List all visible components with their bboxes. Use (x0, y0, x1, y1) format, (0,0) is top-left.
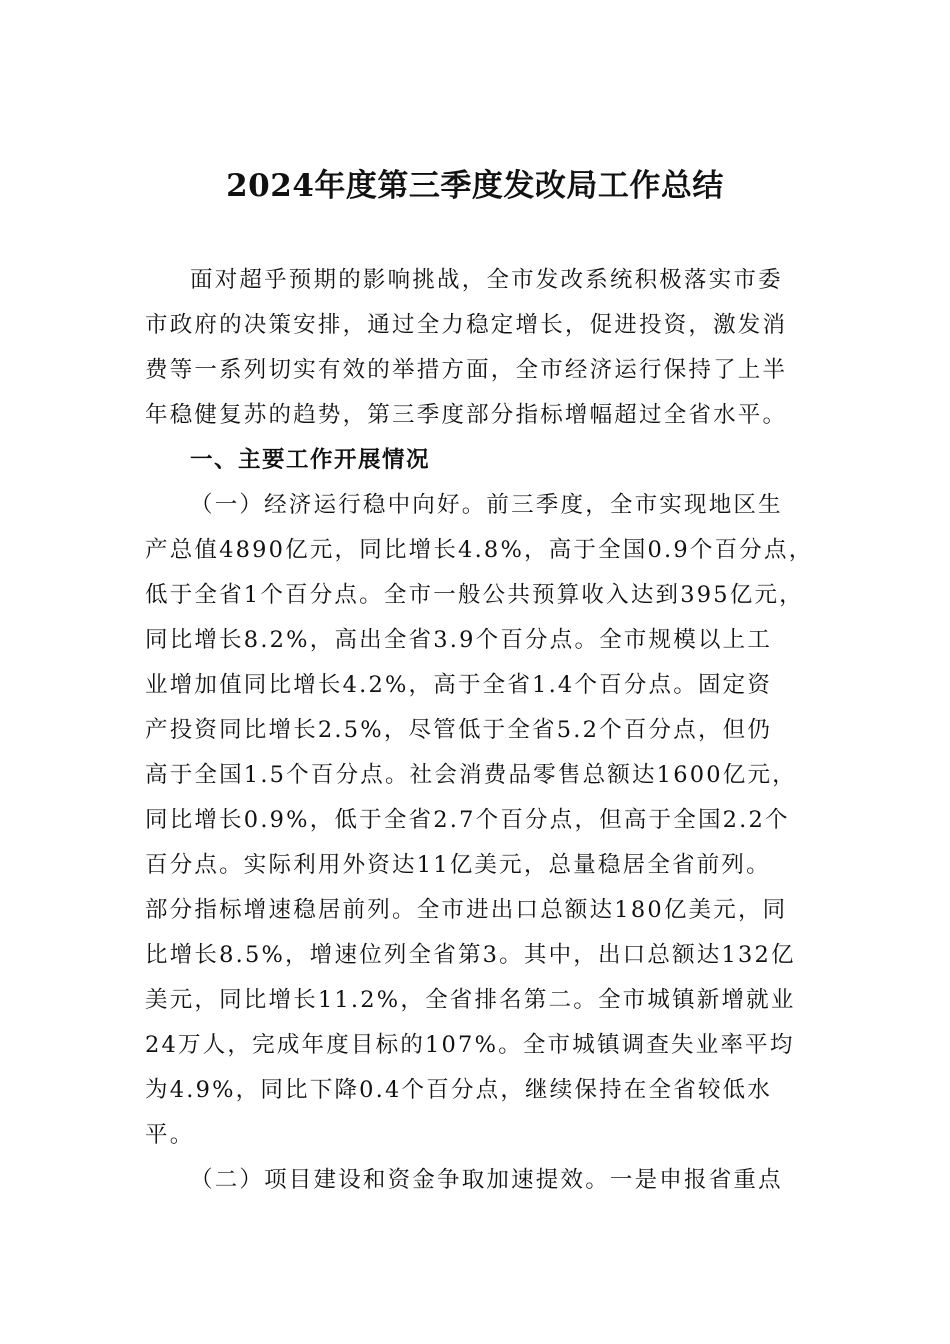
intro-paragraph (145, 258, 810, 438)
text-line: 百分点。实际利用外资达11亿美元，总量稳居全省前列。 (145, 852, 771, 878)
text-line: 高于全国1.5个百分点。社会消费品零售总额达1600亿元， (145, 762, 797, 788)
document-body (145, 258, 814, 1203)
text-line: 面对超乎预期的影响挑战，全市发改系统积极落实市委 (190, 267, 783, 293)
text-line: 同比增长8.2%，高出全省3.9个百分点。全市规模以上工 (145, 627, 773, 653)
section-1-paragraph (145, 483, 814, 1158)
section-2-paragraph (145, 1158, 810, 1203)
section-heading: 一、主要工作开展情况 (190, 447, 431, 473)
text-line: 部分指标增速稳居前列。全市进出口总额达180亿美元，同 (145, 897, 788, 923)
text-line: 平。 (145, 1122, 195, 1148)
text-line: 产总值4890亿元，同比增长4.8%，高于全国0.9个百分点， (145, 537, 814, 563)
text-line: （一）经济运行稳中向好。前三季度，全市实现地区生 (190, 492, 783, 518)
text-line: 市政府的决策安排，通过全力稳定增长，促进投资，激发消 (145, 312, 788, 338)
text-line: 美元，同比增长11.2%，全省排名第二。全市城镇新增就业 (145, 987, 796, 1013)
text-line: 产投资同比增长2.5%，尽管低于全省5.2个百分点，但仍 (145, 717, 773, 743)
text-line: 低于全省1个百分点。全市一般公共预算收入达到395亿元， (145, 582, 804, 608)
text-line: 比增长8.5%，增速位列全省第3。其中，出口总额达132亿 (145, 942, 796, 968)
text-line: 年稳健复苏的趋势，第三季度部分指标增幅超过全省水平。 (145, 402, 788, 428)
text-line: 24万人，完成年度目标的107%。全市城镇调查失业率平均 (145, 1032, 795, 1058)
text-line: （二）项目建设和资金争取加速提效。一是申报省重点 (190, 1167, 783, 1193)
text-line: 业增加值同比增长4.2%，高于全省1.4个百分点。固定资 (145, 672, 773, 698)
text-line: 同比增长0.9%，低于全省2.7个百分点，但高于全国2.2个 (145, 807, 790, 833)
page-title: 2024年度第三季度发改局工作总结 (226, 168, 724, 204)
text-line: 费等一系列切实有效的举措方面，全市经济运行保持了上半 (145, 357, 788, 383)
text-line: 为4.9%，同比下降0.4个百分点，继续保持在全省较低水 (145, 1077, 773, 1103)
